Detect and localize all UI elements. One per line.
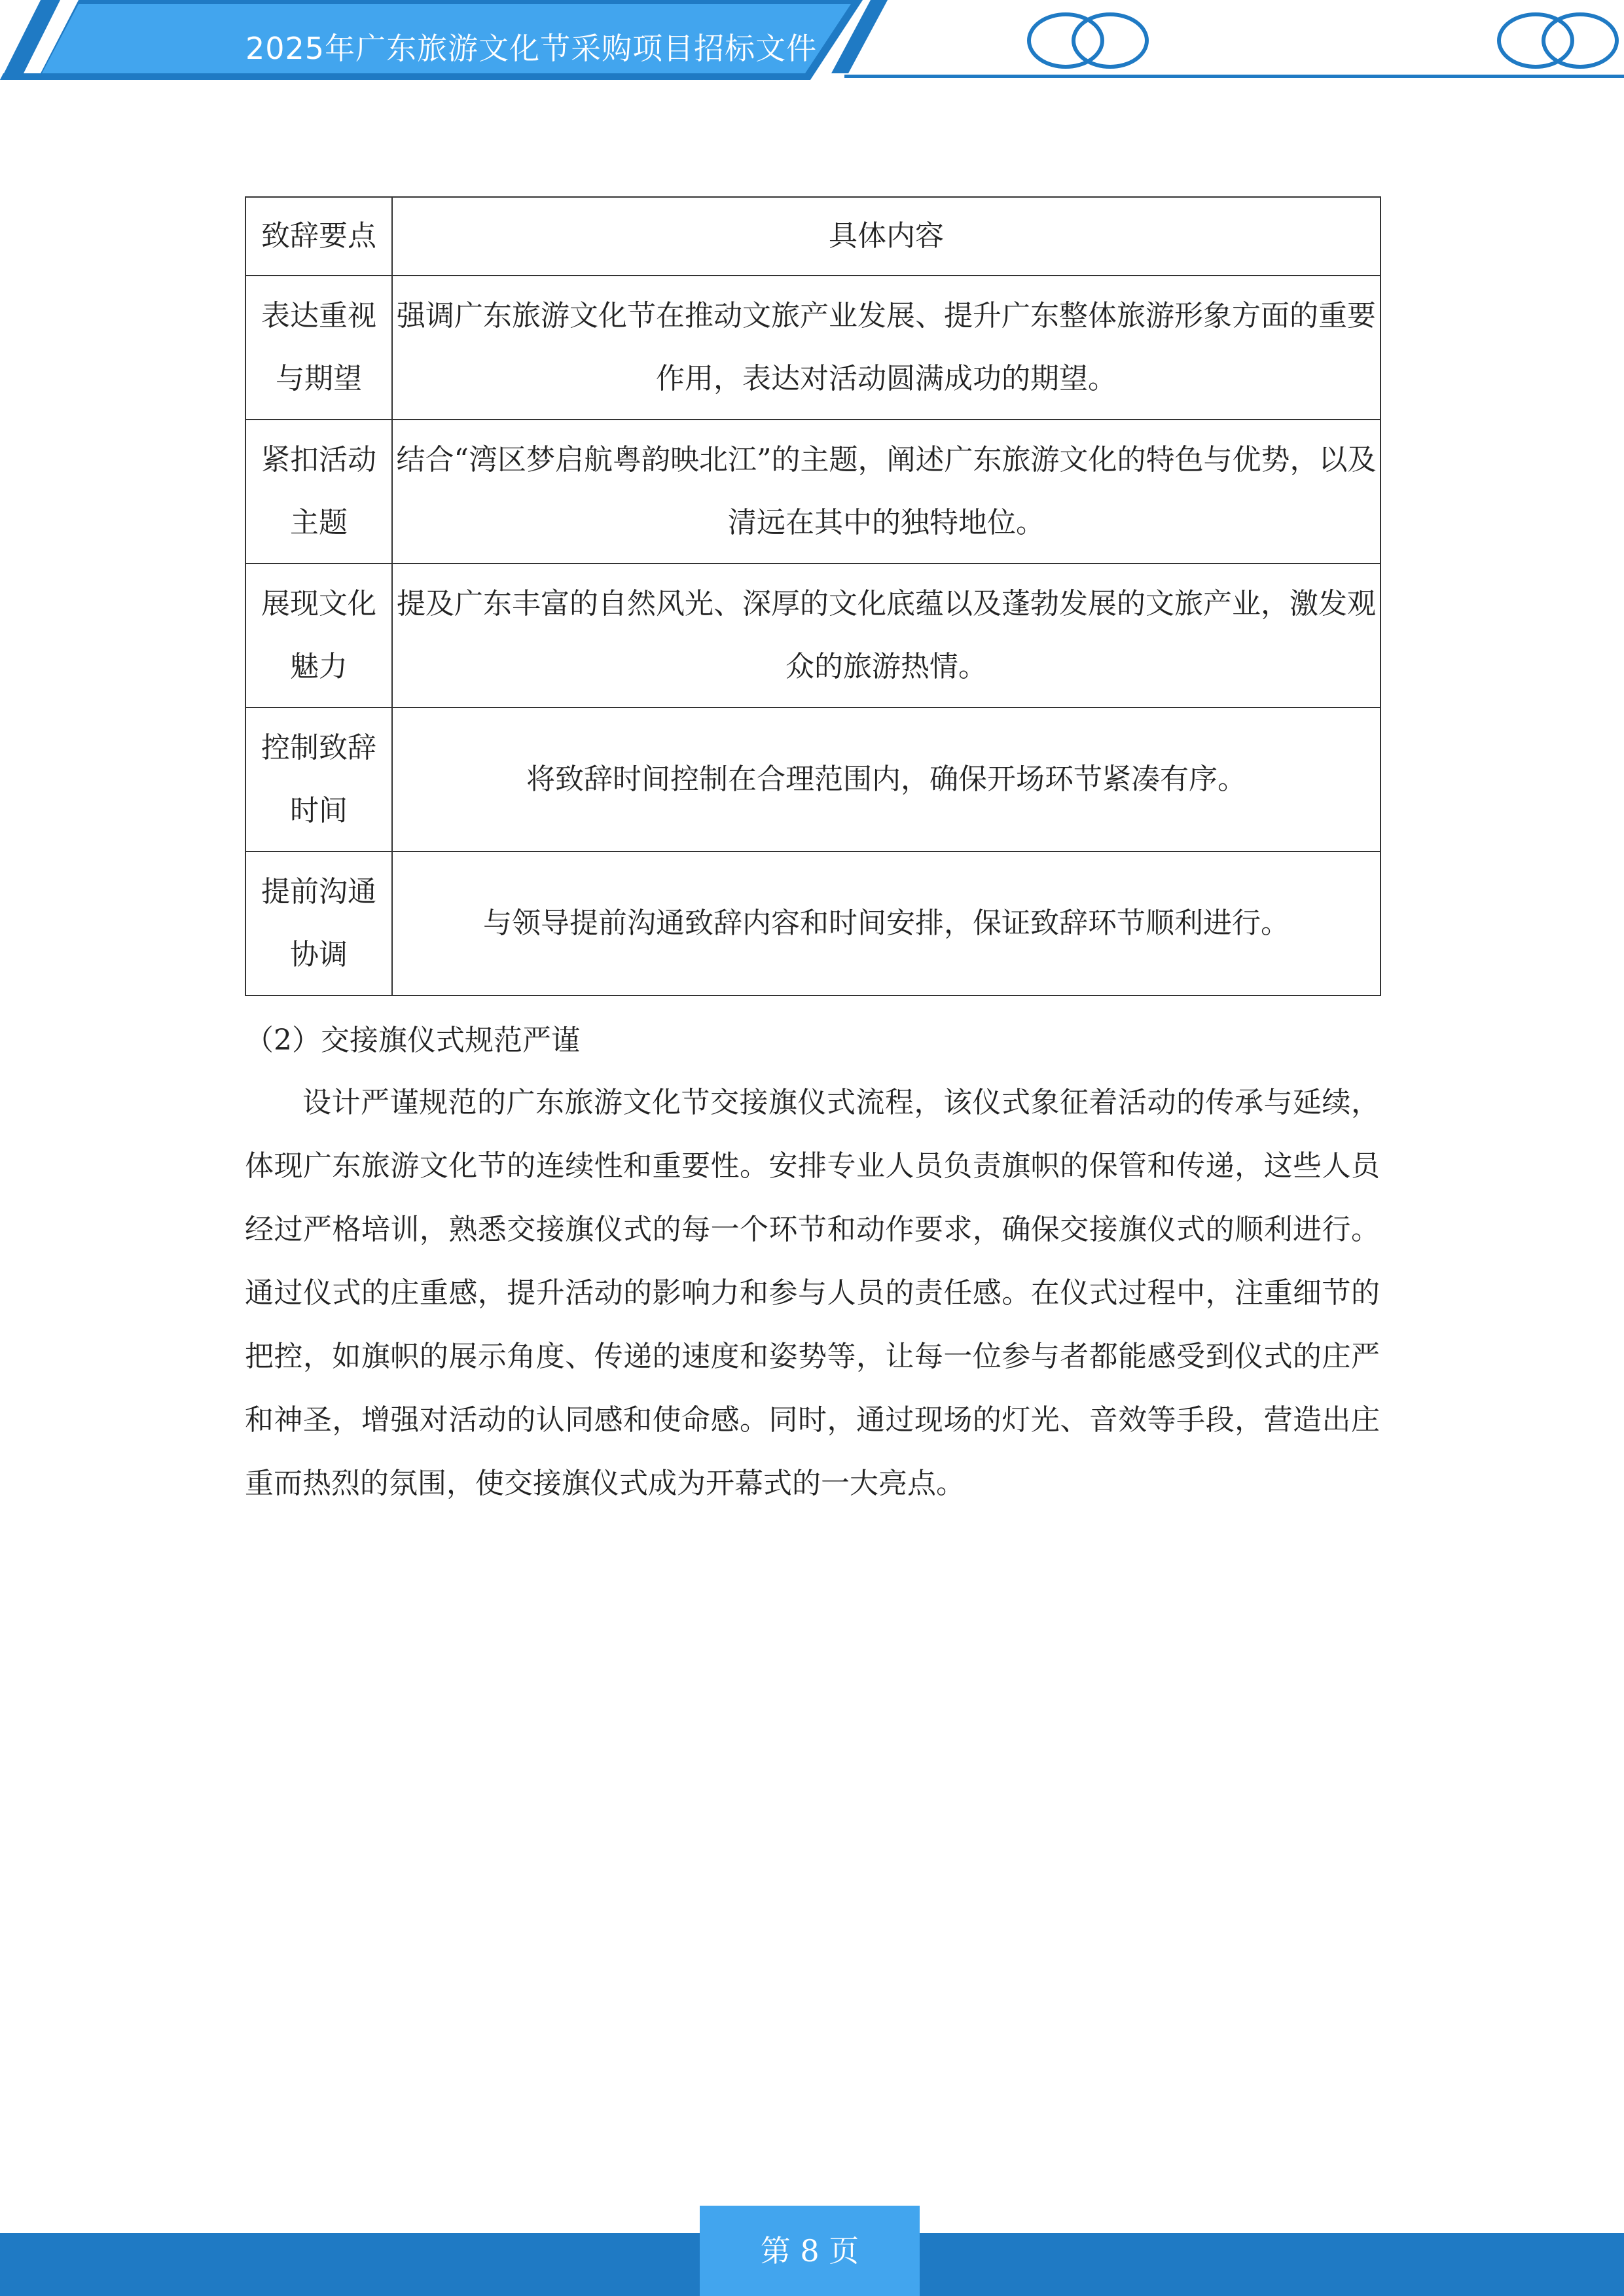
table-cell-point: 控制致辞时间 [245, 708, 392, 852]
table-cell-content: 提及广东丰富的自然风光、深厚的文化底蕴以及蓬勃发展的文旅产业，激发观众的旅游热情。 [392, 564, 1380, 708]
speech-points-table [245, 196, 1381, 996]
table-cell-content: 与领导提前沟通致辞内容和时间安排，保证致辞环节顺利进行。 [392, 852, 1380, 996]
table-header-content: 具体内容 [392, 197, 1380, 276]
table-row [245, 852, 1380, 996]
table-cell-content: 将致辞时间控制在合理范围内，确保开场环节紧凑有序。 [392, 708, 1380, 852]
document-title: 2025年广东旅游文化节采购项目招标文件 [245, 31, 818, 66]
table-cell-content: 强调广东旅游文化节在推动文旅产业发展、提升广东整体旅游形象方面的重要作用，表达对活动圆满成功的期望。 [392, 276, 1380, 420]
page-number: 第 8 页 [760, 2233, 859, 2269]
table-row [245, 276, 1380, 420]
table-cell-point: 紧扣活动主题 [245, 420, 392, 564]
header-baseline [844, 75, 1624, 78]
section-paragraph: 设计严谨规范的广东旅游文化节交接旗仪式流程，该仪式象征着活动的传承与延续，体现广东旅游文化节的连续性和重要性。安排专业人员负责旗帜的保管和传递，这些人员经过严格培训，熟悉交接旗仪式的每一个环节和动作要求，确保交接旗仪式的顺利进行。通过仪式的庄重感，提升活动的影响力和参与人员的责任感。在仪式过程中，注重细节的把控，如旗帜的展示角度、传递的速度和姿势等，让每一位参与者都能感受到仪式的庄严和神圣，增强对活动的认同感和使命感。同时，通过现场的灯光、音效等手段，营造出庄重而热烈的氛围，使交接旗仪式成为开幕式的一大亮点。 [245, 1086, 1380, 1500]
table-header-row [245, 197, 1380, 276]
table-cell-point: 表达重视与期望 [245, 276, 392, 420]
table-cell-point: 提前沟通协调 [245, 852, 392, 996]
rings-icon [1029, 14, 1147, 67]
rings-icon-right [1499, 14, 1617, 67]
table-row [245, 564, 1380, 708]
table-row [245, 708, 1380, 852]
section-heading: （2）交接旗仪式规范严谨 [245, 1024, 580, 1057]
table-header-point: 致辞要点 [245, 197, 392, 276]
table-cell-content: 结合“湾区梦启航粤韵映北江”的主题，阐述广东旅游文化的特色与优势，以及清远在其中的独特地位。 [392, 420, 1380, 564]
table-cell-point: 展现文化魅力 [245, 564, 392, 708]
page-header [0, 0, 1624, 85]
table-row [245, 420, 1380, 564]
